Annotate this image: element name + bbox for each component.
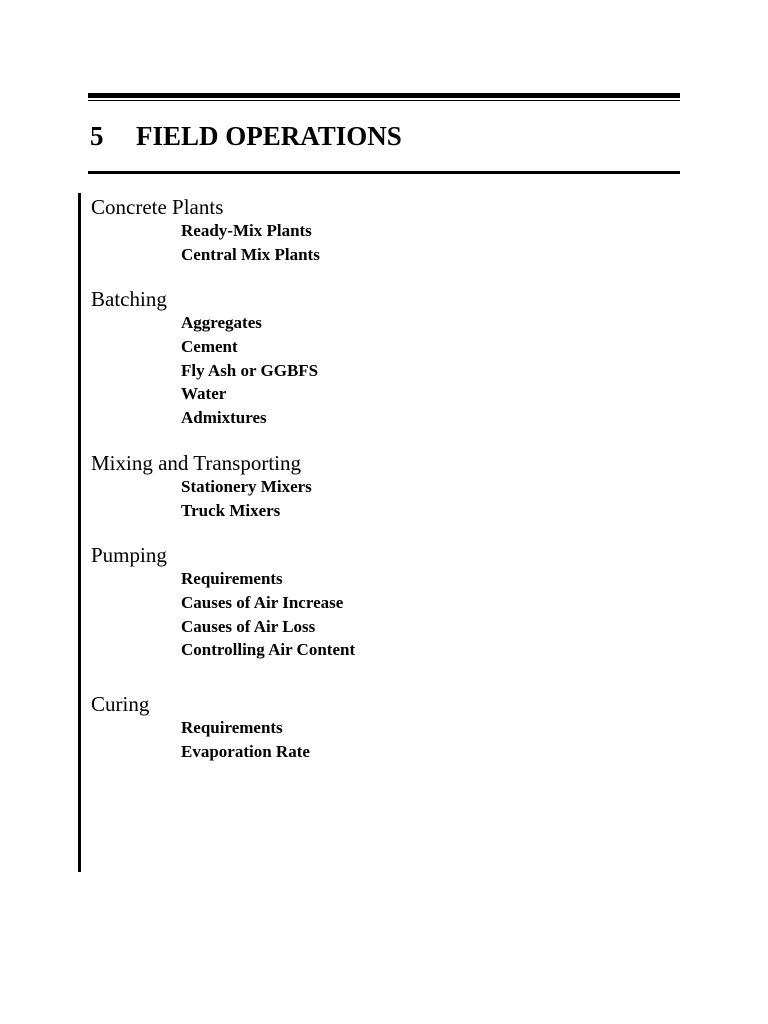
section-mixing-and-transporting xyxy=(91,451,312,523)
section-items xyxy=(91,567,355,662)
list-item: Requirements xyxy=(181,569,283,588)
list-item: Water xyxy=(181,384,227,404)
list-item: Evaporation Rate xyxy=(181,741,310,761)
list-item: Central Mix Plants xyxy=(181,244,320,264)
list-item: Aggregates xyxy=(181,313,262,332)
section-batching xyxy=(91,287,318,430)
chapter-number: 5 xyxy=(90,121,104,151)
section-items xyxy=(91,219,320,267)
section-curing xyxy=(91,692,310,764)
list-item: Causes of Air Loss xyxy=(181,616,316,636)
chapter-heading xyxy=(90,118,402,154)
section-title: Batching xyxy=(91,287,167,311)
margin-change-bar xyxy=(78,193,81,872)
section-pumping xyxy=(91,543,355,662)
list-item: Causes of Air Increase xyxy=(181,592,344,612)
list-item: Ready-Mix Plants xyxy=(181,221,312,240)
section-items xyxy=(91,311,318,430)
list-item: Requirements xyxy=(181,718,283,737)
list-item: Truck Mixers xyxy=(181,500,281,520)
section-concrete-plants xyxy=(91,195,320,267)
top-rule-thick xyxy=(88,93,680,98)
list-item: Cement xyxy=(181,336,238,356)
section-title: Curing xyxy=(91,692,150,716)
top-rule-thin xyxy=(88,100,680,101)
section-title: Mixing and Transporting xyxy=(91,451,302,475)
heading-bottom-rule xyxy=(88,171,680,174)
section-items xyxy=(91,475,312,523)
chapter-title: FIELD OPERATIONS xyxy=(136,121,402,151)
section-title: Pumping xyxy=(91,543,167,567)
list-item: Fly Ash or GGBFS xyxy=(181,360,319,380)
section-title: Concrete Plants xyxy=(91,195,224,219)
list-item: Stationery Mixers xyxy=(181,477,312,496)
list-item: Admixtures xyxy=(181,408,267,428)
section-items xyxy=(91,716,310,764)
list-item: Controlling Air Content xyxy=(181,640,356,660)
